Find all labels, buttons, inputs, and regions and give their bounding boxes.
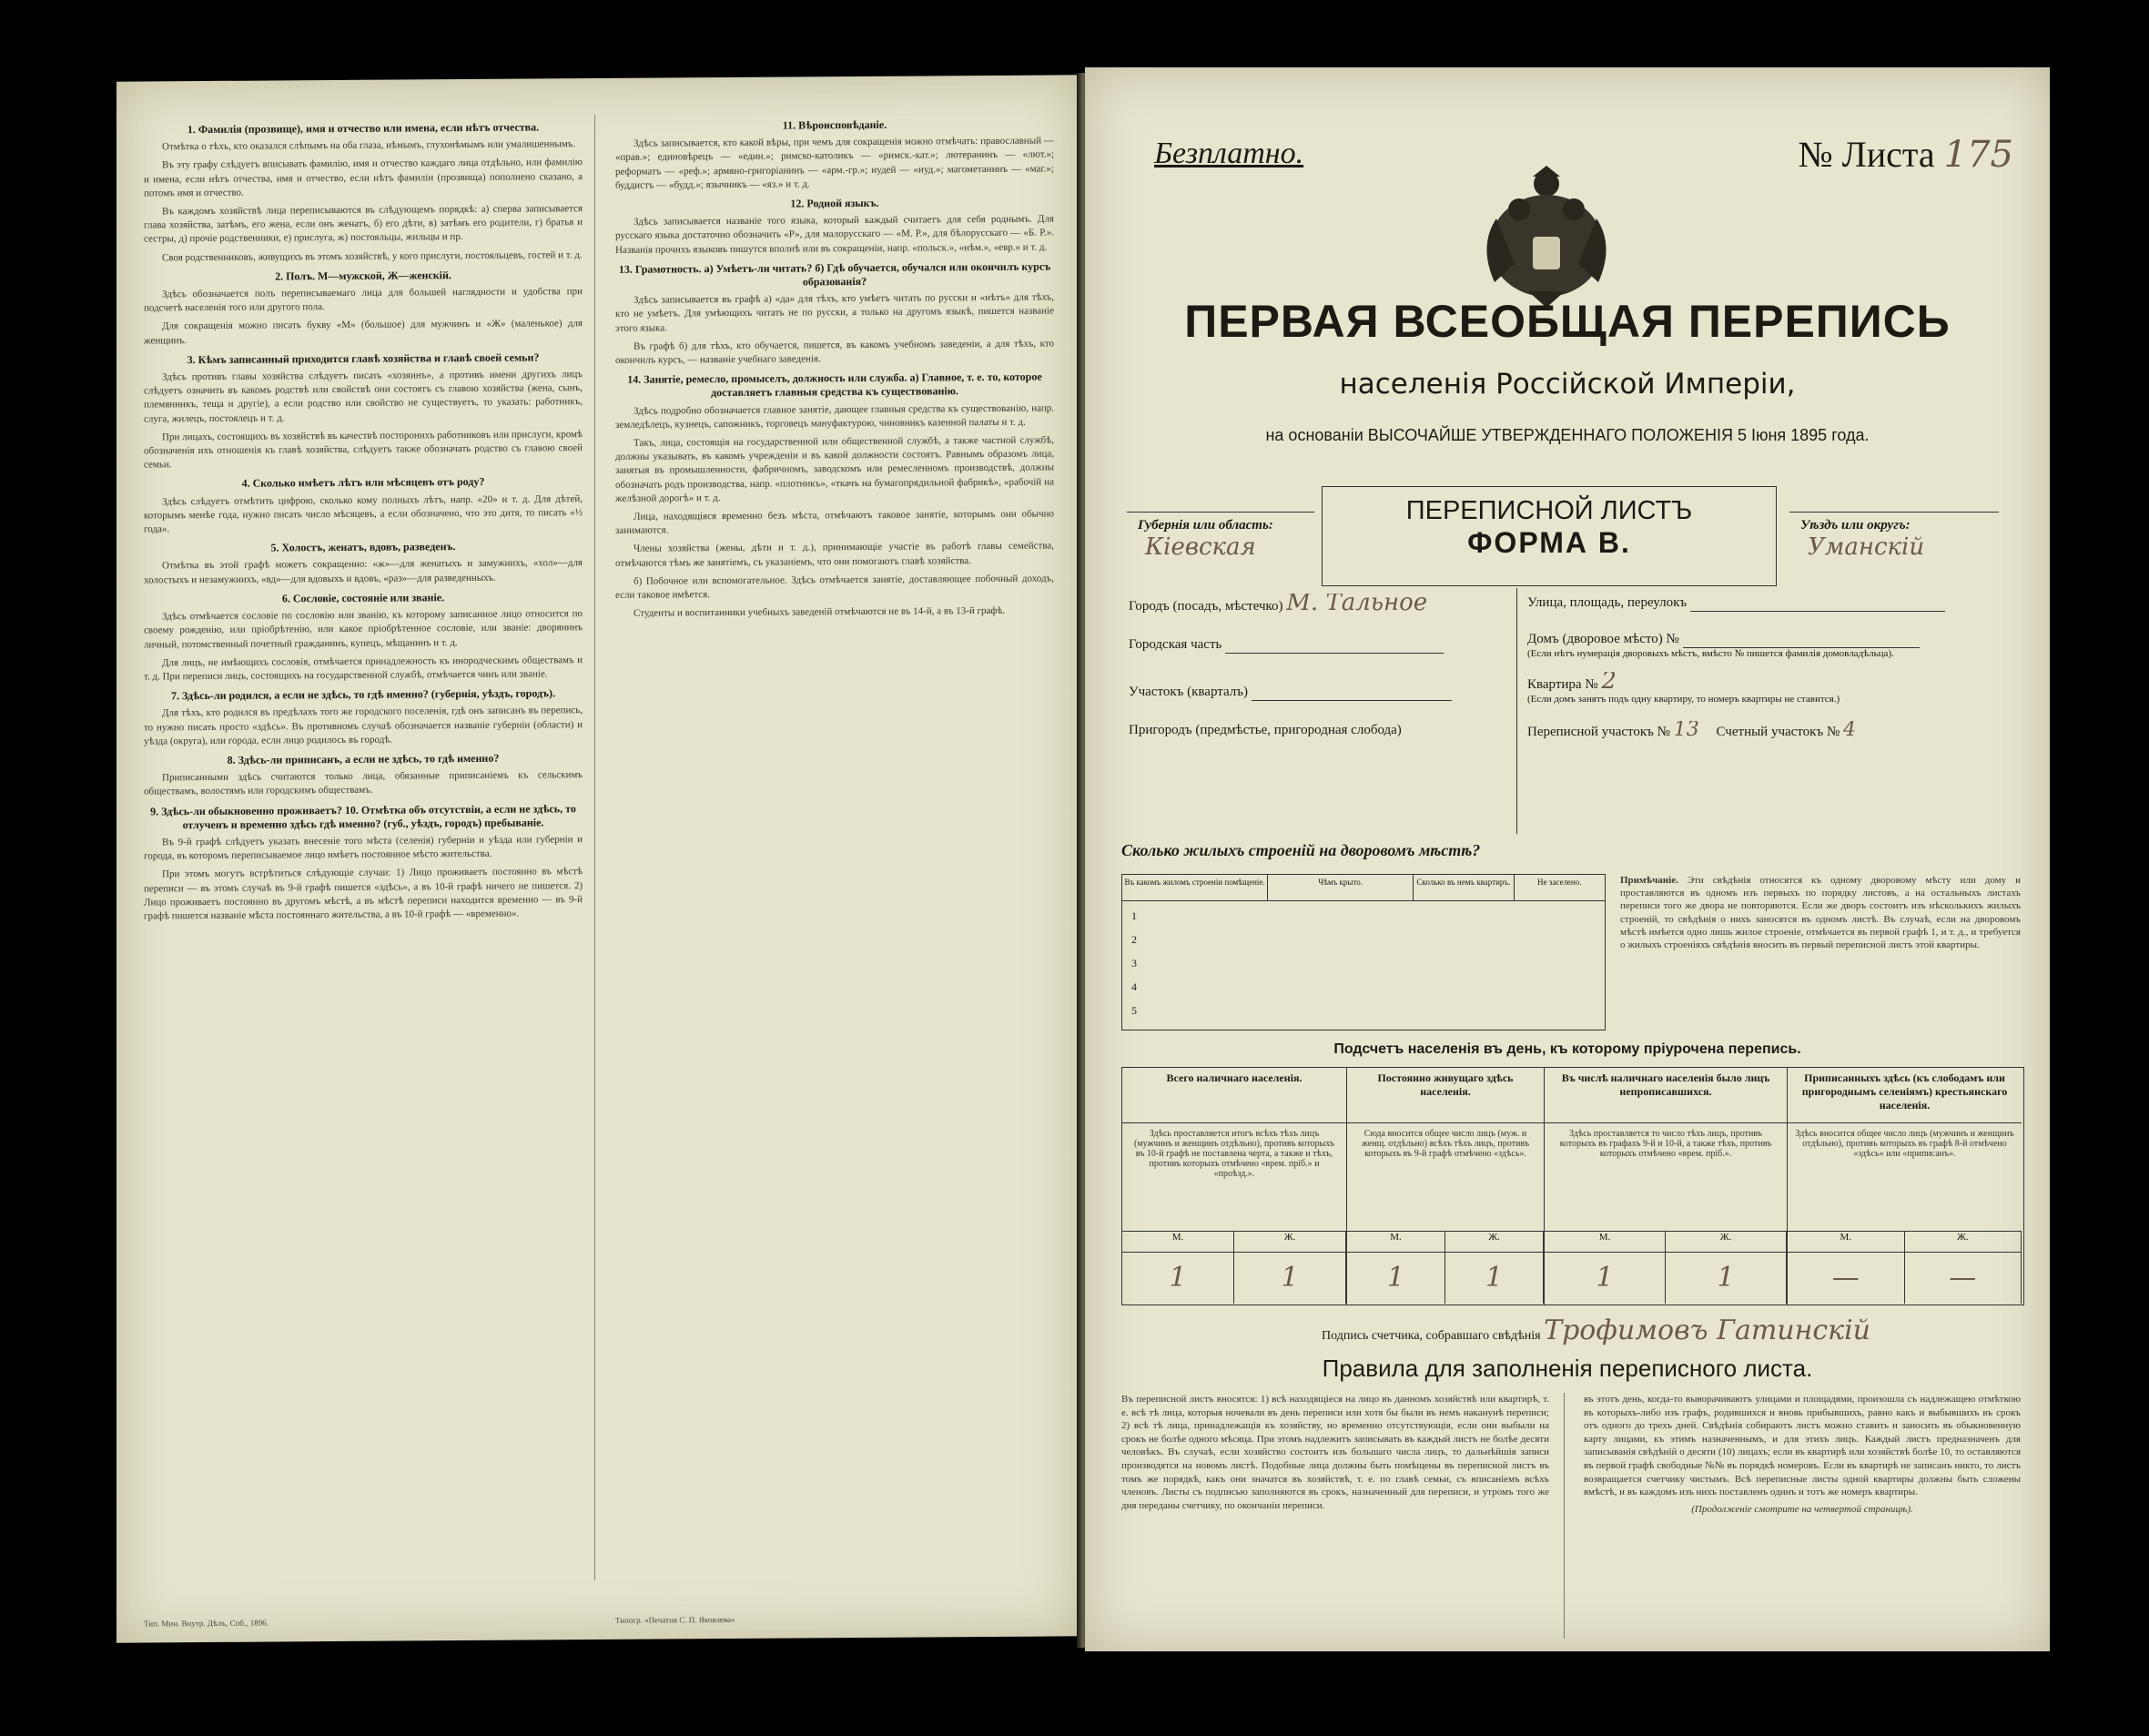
city-part-row — [1129, 635, 1505, 654]
section-paragraph: Студенты и воспитанники учебныхъ заведеній отмѣчаются не въ 14-й, а въ 13-й графѣ. — [634, 605, 1006, 620]
section-paragraph: Отмѣтка о тѣхъ, кто оказался слѣпымъ на оба глаза, нѣмымъ, глухонѣмымъ или умалишеннымъ. — [162, 138, 576, 153]
district-value: Уманскій — [1808, 533, 1925, 561]
instructions-column-1 — [144, 115, 583, 1592]
section-paragraph: б) Побочное или вспомогательное. Здѣсь отмѣчается занятіе, доставляющее побочный доходъ, если таковое имѣется. — [615, 573, 1054, 601]
census-precinct-row — [1527, 721, 2006, 741]
left-footer-2: Типогр. «Печатня С. П. Яковлева» — [615, 1614, 735, 1625]
count-values — [1122, 1253, 1346, 1304]
count-values — [1347, 1253, 1544, 1304]
male-value: 1 — [1347, 1253, 1445, 1304]
section-paragraph: Для сокращенія можно писать букву «М» (большое) для мужчинъ и «Ж» (маленькое) для женщинъ. — [144, 318, 583, 347]
city-row — [1129, 594, 1505, 615]
male-value: 1 — [1545, 1253, 1666, 1304]
section-heading: 13. Грамотность. а) Умѣетъ-ли читать? б) Гдѣ обучается, обучался или окончилъ курсъ образованія? — [618, 259, 1051, 289]
buildings-col-2: Чѣмъ крыто. — [1268, 875, 1414, 900]
male-label: М. — [1545, 1232, 1666, 1252]
rules-title: Правила для заполненія переписного листа. — [1322, 1355, 1813, 1382]
rules-text-1: Въ переписной листъ вносятся: 1) всѣ находящіеся на лицо въ данномъ хозяйствѣ или квартирѣ, т. е. всѣ тѣ лица, которыя ночевали въ день переписи или хотя бы были въ немъ наканунѣ переписи; 2) всѣ тѣ лица, принадлежащія къ хозяйству, но временно отсутствующія, если они выбыли на срокъ не болѣе одного мѣсяца. При этомъ надлежитъ записывать въ каждый листъ не болѣе десяти человѣкъ. Въ случаѣ, если хозяйство состоитъ изъ большаго числа лицъ, то дальнѣйшія записи производятся на новомъ листѣ. Подобные лица должны быть помѣщены въ переписной листъ въ томъ же порядкѣ, какъ они значатся въ хозяйствѣ, т. е. по главѣ семьи, съ вписаніемъ всѣхъ членовъ. Листы съ подписью заполняются въ срокъ, назначенный для переписи, и утромъ того же дня переданы счетчику, по окончаніи переписи. — [1121, 1394, 1549, 1511]
population-count-table — [1121, 1067, 2024, 1305]
buildings-row: 2 — [1131, 933, 1137, 946]
buildings-question: Сколько жилыхъ строеній на дворовомъ мѣстѣ? — [1121, 841, 1481, 859]
female-value: 1 — [1234, 1253, 1346, 1304]
section-paragraph: Здѣсь записывается въ графѣ а) «да» для тѣхъ, кто умѣетъ читать по русски и «нѣтъ» для тѣхъ, кто не умѣетъ. Для умѣющихъ читать не по русски, а только на другомъ языкѣ, пишется названіе этого языка. — [615, 291, 1054, 334]
address-left-block — [1118, 588, 1517, 834]
count-precinct-label: Счетный участокъ № — [1716, 725, 1840, 739]
section-paragraph: Въ графѣ б) для тѣхъ, кто обучается, пишется, въ какомъ учебномъ заведеніи, а для тѣхъ, кто окончилъ курсъ, — названіе учебнаго заведенія. — [615, 338, 1054, 366]
suburb-label: Пригородъ (предмѣстье, пригородная слобода) — [1129, 723, 1402, 737]
count-title: Подсчетъ населенія въ день, къ которому пріурочена перепись. — [1333, 1041, 1801, 1057]
subtitle: населенія Россійской Имперіи, — [1339, 368, 1796, 401]
sheet-number-label: № Листа — [1798, 134, 1935, 175]
section-paragraph: При лицахъ, состоящихъ въ хозяйствѣ въ качествѣ посторонихъ работниковъ или прислуги, кромѣ обозначенія ихъ отношенія къ главѣ хозяйства, слѣдуетъ также обозначать родство съ главою своей семьи. — [144, 428, 583, 471]
count-column-desc: Здѣсь проставляется итогъ всѣхъ тѣхъ лицъ (мужчинъ и женщинъ отдѣльно), противъ которыхъ въ 10-й графѣ не поставлена черта, а также и тѣхъ, противъ которыхъ отмѣчено «врем. пріб.» и «проѣзд.». — [1122, 1123, 1346, 1232]
street-label: Улица, площадь, переулокъ — [1527, 595, 1688, 610]
count-column — [1545, 1068, 1788, 1305]
enumerator-signature — [1322, 1315, 1870, 1346]
count-column-head: Постоянно живущаго здѣсь населенія. — [1347, 1068, 1544, 1123]
section-heading: 1. Фамилія (прозвище), имя и отчество или имена, если нѣтъ отчества. — [187, 120, 540, 137]
count-values — [1788, 1253, 2022, 1304]
city-part-label: Городская часть — [1129, 637, 1222, 652]
buildings-col-1: Въ какомъ жиломъ строеніи помѣщеніе. — [1122, 875, 1268, 900]
province-field — [1127, 512, 1314, 585]
male-label: М. — [1788, 1232, 1905, 1252]
female-label: Ж. — [1234, 1232, 1346, 1252]
section-paragraph: Здѣсь записывается названіе того языка, который каждый считаетъ для себя роднымъ. Для русскаго языка достаточно обозначить «Р», для малорусскаго — «М. Р.», для бѣлорусскаго — «Б. Р.». Названія прочихъ языковъ пишутся вполнѣ или въ сокращеніи, напр. «польск.», «нѣм.», «евр.» и т. д. — [615, 213, 1054, 256]
section-paragraph: Отмѣтка въ этой графѣ можетъ сокращенно: «ж»—для женатыхъ и замужнихъ, «хол»—для холостыхъ и незамужнихъ, «вд»—для вдовыхъ и вдовъ, «раз»—для разведенныхъ. — [144, 557, 583, 586]
section-heading: 14. Занятіе, ремесло, промыселъ, должность или служба. а) Главное, т. е. то, которое доставляетъ главныя средства къ существованію. — [627, 370, 1042, 400]
section-heading: 8. Здѣсь-ли приписанъ, а если не здѣсь, то гдѣ именно? — [227, 751, 500, 766]
count-column-head: Всего наличнаго населенія. — [1122, 1068, 1346, 1123]
signature-label: Подпись счетчика, собравшаго свѣдѣнія — [1322, 1329, 1541, 1343]
sheet-number — [1798, 133, 2013, 176]
note-block — [1620, 874, 2021, 951]
female-value: 1 — [1666, 1253, 1787, 1304]
city-part-line — [1225, 653, 1444, 654]
buildings-row: 3 — [1131, 957, 1137, 970]
section-heading: 11. Вѣроисповѣданіе. — [782, 117, 887, 132]
count-column-desc: Здѣсь проставляется то число тѣхъ лицъ, противъ которыхъ въ графахъ 9-й и 10-й, а также тѣхъ, противъ которыхъ отмѣчено «врем. пріб.». — [1545, 1123, 1787, 1232]
buildings-table-header — [1122, 875, 1605, 901]
apartment-note: (Если домъ занятъ подъ одну квартиру, то номеръ квартиры не ставится.) — [1527, 694, 1840, 705]
district-label: Уѣздъ или округъ: — [1800, 518, 1911, 533]
form-subtitle: ФОРМА В. — [1467, 526, 1631, 559]
count-column-head: Въ числѣ наличнаго населенія было лицъ непрописавшихся. — [1545, 1068, 1787, 1123]
section-paragraph: Для тѣхъ, кто родился въ предѣлахъ того же городского поселенія, гдѣ онъ записанъ въ перепись, то нужно писать просто «здѣсь». Въ противномъ случаѣ обозначается названіе губерніи (области) и уѣзда (округа), или города, если лицо родилось въ городѣ. — [144, 705, 583, 747]
sex-labels — [1347, 1232, 1544, 1253]
rules-divider — [1564, 1393, 1565, 1639]
census-precinct-value: 13 — [1673, 721, 1699, 741]
sheet-number-value: 175 — [1943, 134, 2013, 176]
female-value: — — [1905, 1253, 2022, 1304]
female-label: Ж. — [1666, 1232, 1787, 1252]
section-paragraph: Здѣсь подробно обозначается главное занятіе, дающее главныя средства къ существованію, напр. земледѣлецъ, кузнецъ, сапожникъ, торговецъ мануфактурою, чиновникъ казенной палаты и т. д. — [615, 402, 1054, 431]
suburb-row — [1129, 721, 1505, 739]
precinct-line — [1252, 700, 1452, 701]
section-paragraph: Въ 9-й графѣ слѣдуетъ указать внесеніе того мѣста (селенія) губерніи и уѣзда или губерніи и города, въ которомъ переписываемое лицо имѣетъ постоянное мѣсто жительства. — [144, 834, 583, 862]
male-value: 1 — [1122, 1253, 1234, 1304]
left-page — [117, 75, 1080, 1642]
street-line — [1690, 611, 1945, 612]
address-right-block — [1516, 588, 2017, 834]
section-paragraph: При этомъ могутъ встрѣтиться слѣдующіе случаи: 1) Лицо проживаетъ постоянно въ мѣстѣ переписи — въ этомъ случаѣ въ 9-й графѣ пишется «здѣсь», а въ 10-й графѣ ничего не пишется. 2) Лицо проживаетъ постоянно въ другомъ мѣстѣ, а въ мѣстѣ переписи находится временно — въ 9-й графѣ пишется названіе мѣста постояннаго жительства, а въ 10-й графѣ — «временно». — [144, 866, 583, 922]
instructions-column-2 — [615, 112, 1054, 1589]
section-heading: 5. Холостъ, женатъ, вдовъ, разведенъ. — [270, 540, 456, 554]
count-column — [1347, 1068, 1545, 1305]
province-label: Губернія или область: — [1138, 518, 1273, 533]
section-paragraph: Здѣсь обозначается полъ переписываемаго лица для большей наглядности и удобства при подсчетѣ населенія того или другого пола. — [144, 286, 583, 314]
legal-basis: на основаніи ВЫСОЧАЙШЕ УТВЕРЖДЕННАГО ПОЛОЖЕНІЯ 5 Іюня 1895 года. — [1265, 426, 1870, 444]
note-text: Эти свѣдѣнія относятся къ одному дворовому мѣсту или дому и проставляются въ одномъ изъ первыхъ по порядку листовъ, а на остальныхъ листахъ переписи того же двора не повторяются. Если же дворъ состоитъ изъ нѣсколькихъ жилыхъ строеній, то свѣдѣнія о нихъ заносятся въ одномъ листѣ. Въ случаѣ, если на дворовомъ мѣстѣ имѣется одно лишь жилое строеніе, отмѣчается въ первой графѣ 1, и т. д., и требуется о жилыхъ строеніяхъ свѣдѣнія вносить въ первый переписной листъ этой квартиры. — [1620, 875, 2021, 951]
count-column-head: Приписанныхъ здѣсь (къ слободамъ или пригороднымъ селеніямъ) крестьянскаго населенія. — [1788, 1068, 2022, 1123]
column-divider — [594, 115, 595, 1580]
section-heading: 7. Здѣсь-ли родился, а если не здѣсь, то гдѣ именно? (губернія, уѣздъ, городъ). — [170, 686, 556, 703]
buildings-col-4: Не заселено. — [1537, 878, 1582, 887]
apartment-label: Квартира № — [1527, 677, 1598, 692]
female-label: Ж. — [1445, 1232, 1544, 1252]
section-heading: 4. Сколько имѣетъ лѣтъ или мѣсяцевъ отъ роду? — [241, 475, 485, 491]
street-row — [1527, 594, 2006, 612]
form-title: ПЕРЕПИСНОЙ ЛИСТЪ — [1405, 496, 1693, 525]
city-value: М. Тальное — [1286, 594, 1428, 615]
buildings-table — [1121, 874, 1606, 1030]
section-paragraph: Здѣсь записывается, кто какой вѣры, при чемъ для сокращенія можно отмѣчать: православный — «прав.»; единовѣрецъ — «един.»; римско-католикъ — «римск.-кат.»; лютеранинъ — «лют.»; реформатъ — «реф.»; армяно-григоріанинъ — «арм.-гр.»; иудей — «иуд.»; магометанинъ — «маг.»; буддистъ — «будд.»; язычникъ — «яз.» и т. д. — [615, 135, 1054, 191]
section-heading: 6. Сословіе, состояніе или званіе. — [281, 591, 445, 605]
buildings-row-numbers — [1131, 904, 1137, 1022]
section-paragraph: Здѣсь слѣдуетъ отмѣтить цифрою, сколько кому полныхъ лѣтъ, напр. «20» и т. д. Для дѣтей, которымъ менѣе года, нужно писать число мѣсяцевъ, а если обозначено, что это дитя, то писать «½ года». — [144, 492, 583, 535]
house-note: (Если нѣтъ нумерація дворовыхъ мѣстъ, вмѣсто № пишется фамилія домовладѣльца). — [1527, 648, 1894, 659]
district-field — [1789, 512, 1999, 585]
free-label: Безплатно. — [1154, 137, 1304, 170]
sex-labels — [1788, 1232, 2022, 1253]
male-label: М. — [1122, 1232, 1234, 1252]
section-paragraph: Въ каждомъ хозяйствѣ лица переписываются въ слѣдующемъ порядкѣ: а) сперва записывается глава хозяйства, затѣмъ, его жена, если онъ женатъ, б) его дѣти, в) затѣмъ его родители, г) братья и сестры, д) прочіе родственники, е) прислуга, ж) постояльцы, жильцы и пр. — [144, 203, 583, 245]
buildings-row: 5 — [1131, 1004, 1137, 1017]
male-value: — — [1788, 1253, 1905, 1304]
section-paragraph: Здѣсь отмѣчается сословіе по сословію или званію, къ которому записанное лицо относится по своему рожденію, или пріобрѣтенію, или какое пріобрѣтенное сословіе, или званіе: дворянинъ личный, потомственный почетный гражданинъ, купецъ, мѣщанинъ и т. д. — [144, 608, 583, 650]
sex-labels — [1122, 1232, 1346, 1253]
male-label: М. — [1347, 1232, 1445, 1252]
main-title: ПЕРВАЯ ВСЕОБЩАЯ ПЕРЕПИСЬ — [1184, 296, 1951, 347]
section-paragraph: Для лицъ, не имѣющихъ сословія, отмѣчается принадлежность къ инородческимъ обществамъ и т. д. При переписи лицъ, состоящихъ на государственной службѣ, отмѣчается чинъ или званіе. — [144, 654, 583, 683]
count-column-desc: Сюда вносится общее число лицъ (муж. и женщ. отдѣльно) всѣхъ тѣхъ лицъ, противъ которыхъ въ 9-й графѣ отмѣчено «здѣсь». — [1347, 1123, 1544, 1232]
section-heading: 12. Родной языкъ. — [790, 196, 879, 210]
left-footer-1: Тип. Мин. Внутр. Дѣлъ, Спб., 1896. — [144, 1618, 269, 1629]
section-paragraph: Лица, находящіяся временно безъ мѣста, отмѣчаютъ таковое занятіе, которымъ они обычно занимаются. — [615, 508, 1054, 537]
census-precinct-label: Переписной участокъ № — [1527, 725, 1670, 739]
section-paragraph: Приписанными здѣсь считаются только лица, обязанные приписаніемъ къ сельскимъ обществамъ, волостямъ или городскимъ обществамъ. — [144, 769, 583, 797]
house-label: Домъ (дворовое мѣсто) № — [1527, 632, 1679, 646]
house-row — [1527, 630, 2006, 648]
section-heading: 2. Полъ. М—мужской, Ж—женскій. — [275, 268, 451, 283]
section-paragraph: Такъ, лица, состоящія на государственной или общественной службѣ, а также частной службѣ, должны указывать, въ какомъ учрежденіи и въ какой должности состоятъ. Равнымъ образомъ лица, занятыя въ промышленности, фабричномъ, заводскомъ или ремесленномъ производствѣ, должны обозначать родъ производства, напр. «плотникъ», «ткачъ на бумагопрядильной фабрикѣ», «рабочій на желѣзной дорогѣ» и т. д. — [615, 434, 1054, 504]
double-headed-eagle-icon — [1478, 164, 1615, 310]
section-heading: 3. Кѣмъ записанный приходится главѣ хозяйства и главѣ своей семьи? — [187, 350, 540, 366]
precinct-row — [1129, 683, 1505, 701]
rules-text-2 — [1584, 1393, 2021, 1639]
province-value: Кіевская — [1145, 533, 1256, 561]
count-column — [1122, 1068, 1347, 1305]
count-column-desc: Здѣсь вносится общее число лицъ (мужчинъ и женщинъ отдѣльно), противъ которыхъ въ графѣ 8-й отмѣчено «здѣсь» или «приписанъ». — [1788, 1123, 2022, 1232]
form-header — [1322, 486, 1777, 586]
section-paragraph: Здѣсь противъ главы хозяйства слѣдуетъ писать «хозяинъ», а противъ имени другихъ лицъ слѣдуетъ означить въ какомъ родствѣ или свойствѣ они состоятъ съ главою хозяйства (жена, сынъ, племянникъ, теща и другіе), а если родство или свойство не существуетъ, то указать: работникъ, слуга, жилецъ, постоялецъ и т. д. — [144, 369, 583, 425]
buildings-row: 1 — [1131, 909, 1137, 922]
section-paragraph: Въ эту графу слѣдуетъ вписывать фамилію, имя и отчество каждаго лица отдѣльно, или фамилію и имена, если нѣтъ отчества, имя и отчество, если нѣтъ фамиліи (прозвища) пополнено сказано, а потомъ имя и отчество. — [144, 157, 583, 199]
section-paragraph: Члены хозяйства (жены, дѣти и т. д.), принимающіе участіе въ работѣ главы семейства, отмѣчаются тѣмъ же занятіемъ, съ указаніемъ, что они помогаютъ главѣ хозяйства. — [615, 540, 1054, 569]
buildings-row: 4 — [1131, 980, 1137, 993]
apartment-row — [1527, 672, 2006, 694]
rules-footer: (Продолженіе смотрите на четвертой страницѣ). — [1691, 1503, 1913, 1515]
count-precinct-value: 4 — [1843, 721, 1857, 741]
count-column — [1788, 1068, 2022, 1305]
precinct-label: Участокъ (кварталъ) — [1129, 685, 1249, 699]
buildings-col-3: Сколько въ немъ квартиръ. — [1414, 875, 1514, 900]
right-page — [1085, 67, 2050, 1651]
signature-value: Трофимовъ Гатинскій — [1544, 1315, 1870, 1346]
female-value: 1 — [1445, 1253, 1544, 1304]
count-values — [1545, 1253, 1787, 1304]
section-paragraph: Своя родственниковъ, живущихъ въ этомъ хозяйствѣ, у кого прислуги, постояльцевъ, гостей и т. д. — [162, 249, 583, 263]
sex-labels — [1545, 1232, 1787, 1253]
section-heading: 9. Здѣсь-ли обыкновенно проживаетъ? 10. Отмѣтка объ отсутствіи, а если не здѣсь, то отлученъ и временно здѣсь гдѣ именно? (губ., уѣздъ, городъ) пребываніе. — [150, 801, 576, 831]
note-head: Примѣчаніе. — [1620, 875, 1678, 886]
rules-text-2-body: въ этотъ день, когда-то выворачиваютъ улицами и площадями, произошла съ надлежащею отмѣткою въ которыхъ-либо изъ графъ, родившихся и вновь прибывшихъ, равно какъ и выбывшихъ въ срокъ отъ одного до трехъ дней. Свѣдѣнія собираютъ листъ можно ставить и заносить въ обыкновенную карту лицами, къ этимъ назначеннымъ, и для этихъ лицъ. Каждый листъ предназначенъ для записыванія свѣдѣній о десяти (10) лицахъ; если въ квартирѣ или хозяйствѣ болѣе 10, то оставляются въ первой графѣ свободные №№ въ порядкѣ номеровъ. Если въ квартирѣ не записанъ никто, то листъ возвращается счетчику чистымъ. Всѣ переписные листы одной квартиры должны быть сложены вмѣстѣ, и въ каждомъ изъ нихъ поставленъ одинъ и тотъ же номеръ квартиры. — [1584, 1394, 2021, 1498]
female-label: Ж. — [1905, 1232, 2022, 1252]
city-label: Городъ (посадъ, мѣстечко) — [1129, 599, 1283, 614]
apartment-value: 2 — [1601, 672, 1617, 694]
